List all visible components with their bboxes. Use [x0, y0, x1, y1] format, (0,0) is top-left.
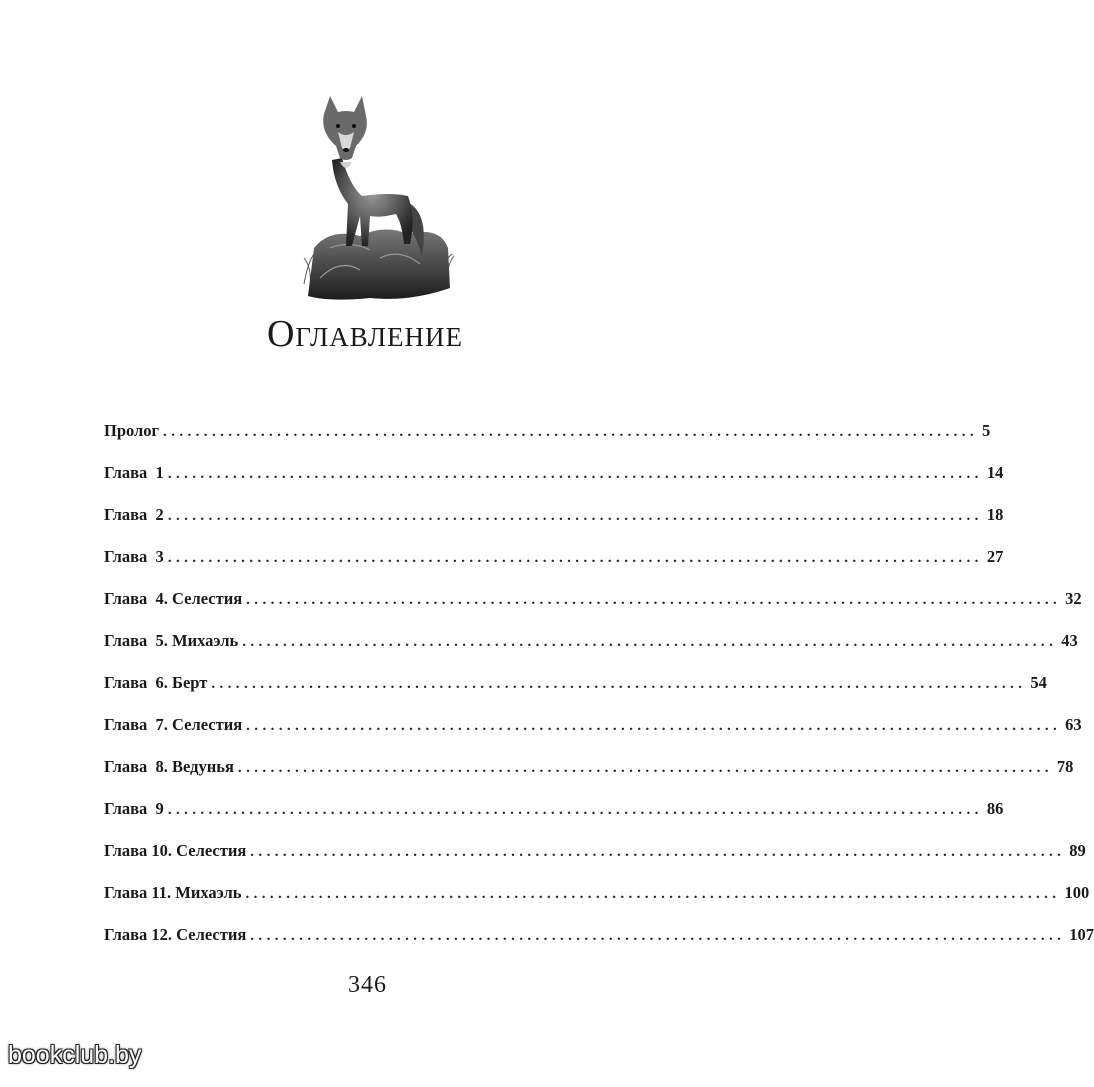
- dot-leader: ....................................................................................................: [237, 760, 1053, 776]
- toc-entry[interactable]: [104, 788, 1004, 830]
- toc-entry-title: Глава 2: [104, 505, 164, 524]
- toc-entry[interactable]: [104, 410, 991, 452]
- watermark: bookclub.by: [8, 1041, 142, 1069]
- toc-entry-title: Глава 10. Селестия: [104, 841, 247, 860]
- dot-leader: ....................................................................................................: [167, 466, 983, 482]
- dot-leader: ....................................................................................................: [211, 676, 1027, 692]
- toc-entry-page: 86: [986, 799, 1004, 818]
- dot-leader: ....................................................................................................: [167, 802, 983, 818]
- toc-entry[interactable]: [104, 452, 1004, 494]
- dot-leader: ....................................................................................................: [250, 844, 1066, 860]
- page-number: 346: [348, 972, 387, 998]
- toc-entry[interactable]: [104, 704, 1082, 746]
- wolf-illustration: [290, 88, 460, 306]
- toc-entry-page: 43: [1061, 631, 1078, 650]
- toc-entry[interactable]: [104, 578, 1082, 620]
- toc-entry[interactable]: [104, 494, 1004, 536]
- toc-entry-title: Глава 5. Михаэль: [104, 631, 239, 650]
- dot-leader: ....................................................................................................: [167, 550, 983, 566]
- dot-leader: ....................................................................................................: [242, 634, 1058, 650]
- dot-leader: ....................................................................................................: [250, 928, 1066, 944]
- toc-entry[interactable]: [104, 830, 1086, 872]
- toc-entry-title: Глава 12. Селестия: [104, 925, 247, 944]
- toc-entry-page: 63: [1065, 715, 1082, 734]
- dot-leader: ....................................................................................................: [163, 424, 979, 440]
- toc-entry-page: 18: [986, 505, 1004, 524]
- toc-entry-title: Глава 11. Михаэль: [104, 883, 242, 902]
- toc-entry-title: Глава 3: [104, 547, 164, 566]
- toc-entry-page: 78: [1056, 757, 1074, 776]
- dot-leader: ....................................................................................................: [245, 886, 1061, 902]
- toc-entry[interactable]: [104, 620, 1078, 662]
- toc-entry-page: 27: [986, 547, 1004, 566]
- toc-entry-title: Глава 9: [104, 799, 164, 818]
- toc-entry-page: 54: [1030, 673, 1047, 692]
- toc-entry-title: Глава 4. Селестия: [104, 589, 243, 608]
- toc-entry-title: Глава 8. Ведунья: [104, 757, 234, 776]
- toc-entry-page: 14: [986, 463, 1004, 482]
- toc-entry[interactable]: [104, 914, 1094, 956]
- toc-heading: Оглавление: [266, 313, 464, 355]
- toc-entry[interactable]: [104, 872, 1090, 914]
- toc-entry[interactable]: [104, 746, 1074, 788]
- dot-leader: ....................................................................................................: [246, 718, 1062, 734]
- toc-entry[interactable]: [104, 662, 1047, 704]
- dot-leader: ....................................................................................................: [167, 508, 983, 524]
- toc-list: [104, 410, 1094, 956]
- toc-entry-title: Пролог: [104, 421, 160, 440]
- toc-entry-title: Глава 6. Берт: [104, 673, 208, 692]
- toc-entry-page: 100: [1064, 883, 1090, 902]
- toc-entry-title: Глава 7. Селестия: [104, 715, 243, 734]
- toc-entry-page: 89: [1069, 841, 1086, 860]
- toc-entry-page: 107: [1069, 925, 1094, 944]
- toc-entry-title: Глава 1: [104, 463, 164, 482]
- toc-entry-page: 32: [1065, 589, 1082, 608]
- toc-entry-page: 5: [982, 421, 991, 440]
- toc-entry[interactable]: [104, 536, 1004, 578]
- dot-leader: ....................................................................................................: [246, 592, 1062, 608]
